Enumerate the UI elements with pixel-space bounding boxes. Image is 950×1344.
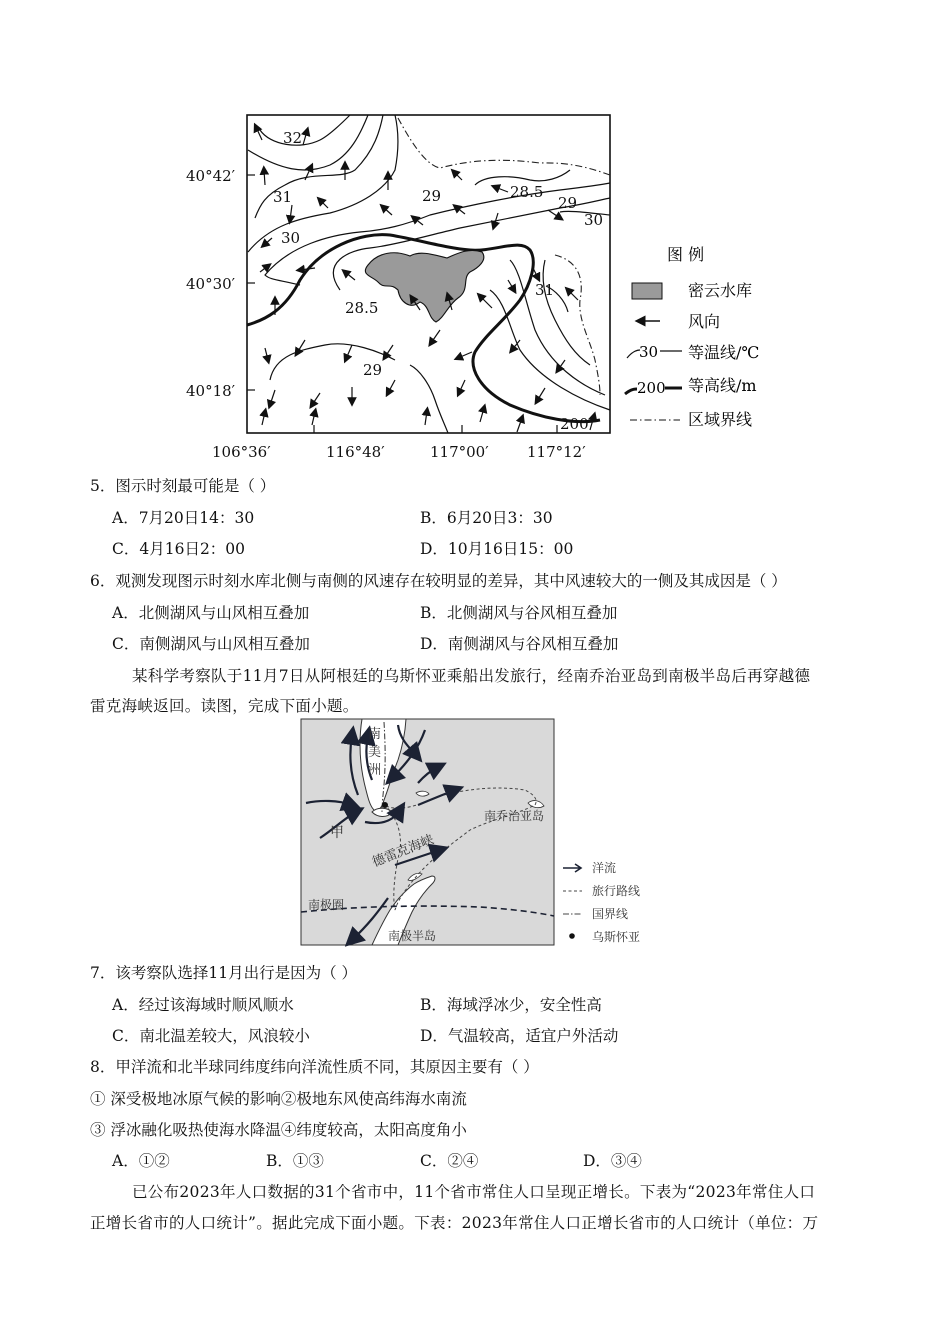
svg-text:德雷克海峡: 德雷克海峡 [370,832,437,871]
q5-option-c[interactable]: C．4月16日2：00 [112,540,246,558]
svg-text:旅行路线: 旅行路线 [592,884,641,898]
svg-text:乌斯怀亚: 乌斯怀亚 [592,930,641,944]
q5-option-d[interactable]: D．10月16日15：00 [420,540,574,558]
svg-text:甲: 甲 [330,825,344,841]
q8-statement-line: ③ 浮冰融化吸热使海水降温④纬度较高，太阳高度角小 [90,1121,467,1139]
lon-label: 116°48′ [326,443,385,461]
isotherm-label: 29 [422,187,442,205]
lon-label: 106°36′ [212,443,271,461]
svg-text:200: 200 [637,379,666,397]
legend-title: 图 例 [667,245,705,264]
intro-paragraph-line: 某科学考察队于11月7日从阿根廷的乌斯怀亚乘船出发旅行，经南乔治亚岛到南极半岛后再穿越德 [132,667,811,685]
svg-text:国界线: 国界线 [592,907,629,921]
question-6-stem: 6．观测发现图示时刻水库北侧与南侧的风速存在较明显的差异，其中风速较大的一侧及其成因是（ ） [90,572,787,590]
question-5-stem: 5．图示时刻最可能是（ ） [90,477,276,495]
isotherm-label: 29 [558,194,578,212]
svg-text:南极半岛: 南极半岛 [388,929,437,943]
q8-option-c[interactable]: C．②④ [420,1152,479,1170]
map1-legend [625,245,759,429]
q8-option-a[interactable]: A．①② [112,1152,170,1170]
svg-text:南: 南 [368,727,382,742]
svg-text:等高线/m: 等高线/m [688,376,757,395]
q7-option-a[interactable]: A．经过该海域时顺风顺水 [112,996,294,1014]
svg-text:南乔治亚岛: 南乔治亚岛 [484,809,545,823]
question-8-stem: 8．甲洋流和北半球同纬度纬向洋流性质不同，其原因主要有（ ） [90,1058,539,1076]
q7-option-b[interactable]: B．海域浮冰少，安全性高 [420,996,602,1014]
svg-text:美: 美 [368,745,382,760]
svg-text:洋流: 洋流 [592,861,617,875]
lon-label: 117°00′ [430,443,489,461]
svg-text:等温线/℃: 等温线/℃ [688,343,760,362]
question-7-stem: 7．该考察队选择11月出行是因为（ ） [90,964,358,982]
q5-option-b[interactable]: B．6月20日3：30 [420,509,553,527]
isotherm-label: 28.5 [510,183,544,201]
intro-paragraph-line: 雷克海峡返回。读图，完成下面小题。 [90,697,359,715]
isotherm-label: 29 [363,361,383,379]
lon-label: 117°12′ [527,443,586,461]
q7-option-d[interactable]: D．气温较高，适宜户外活动 [420,1027,619,1045]
svg-text:区域界线: 区域界线 [688,410,753,429]
q8-option-b[interactable]: B．①③ [266,1152,324,1170]
isotherm-label: 30 [281,229,301,247]
q5-option-a[interactable]: A．7月20日14：30 [112,509,255,527]
q6-option-d[interactable]: D．南侧湖风与谷风相互叠加 [420,635,619,653]
isotherm-label: 32 [283,129,303,147]
intro-paragraph-line: 已公布2023年人口数据的31个省市中，11个省市常住人口呈现正增长。下表为“2023年常住人口 [132,1183,816,1201]
svg-text:洲: 洲 [368,763,382,778]
q6-option-a[interactable]: A．北侧湖风与山风相互叠加 [112,604,310,622]
svg-text:30: 30 [639,343,659,361]
q8-option-d[interactable]: D．③④ [583,1152,642,1170]
svg-text:密云水库: 密云水库 [688,281,753,300]
lat-label: 40°30′ [186,275,236,293]
contour-label: 200 [560,415,589,433]
drake-passage-map [295,715,655,950]
miyun-reservoir-map [180,105,800,470]
lat-label: 40°42′ [186,167,236,185]
isotherm-label: 31 [535,281,555,299]
q6-option-c[interactable]: C．南侧湖风与山风相互叠加 [112,635,310,653]
intro-paragraph-line: 正增长省市的人口统计”。据此完成下面小题。下表：2023年常住人口正增长省市的人口统计（单位：万 [90,1214,819,1232]
svg-text:南极圈: 南极圈 [308,898,345,912]
isotherm-label: 30 [584,211,604,229]
q6-option-b[interactable]: B．北侧湖风与谷风相互叠加 [420,604,618,622]
lat-label: 40°18′ [186,382,236,400]
isotherm-label: 28.5 [345,299,379,317]
q8-statement-line: ① 深受极地冰原气候的影响②极地东风使高纬海水南流 [90,1090,467,1108]
isotherm-label: 31 [273,188,293,206]
svg-text:风向: 风向 [688,312,721,331]
q7-option-c[interactable]: C．南北温差较大，风浪较小 [112,1027,310,1045]
